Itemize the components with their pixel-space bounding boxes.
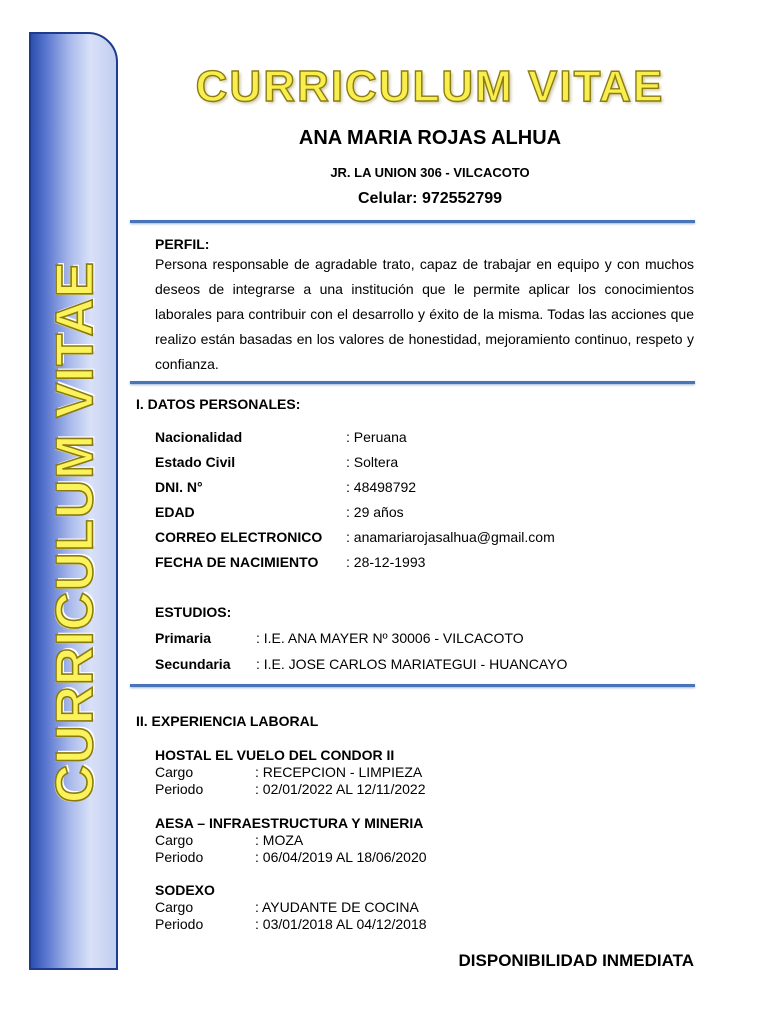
job-cargo-label: Cargo — [155, 764, 194, 780]
availability-note: DISPONIBILIDAD INMEDIATA — [458, 951, 694, 970]
perfil-title: PERFIL: — [155, 236, 210, 252]
candidate-name: ANA MARIA ROJAS ALHUA — [298, 127, 562, 149]
job-cargo-value: : AYUDANTE DE COCINA — [255, 899, 419, 915]
datos-label: DNI. N° — [155, 479, 203, 495]
estudios-label: Secundaria — [155, 656, 231, 672]
datos-label: CORREO ELECTRONICO — [155, 529, 323, 545]
datos-value: : 48498792 — [346, 479, 417, 495]
estudios-value: : I.E. JOSE CARLOS MARIATEGUI - HUANCAYO — [256, 656, 568, 672]
candidate-phone: Celular: 972552799 — [357, 190, 503, 207]
job-cargo-label: Cargo — [155, 899, 194, 915]
datos-value: : Peruana — [346, 429, 407, 445]
job-periodo-label: Periodo — [155, 849, 204, 865]
job-periodo-label: Periodo — [155, 781, 204, 797]
job-periodo-value: : 06/04/2019 AL 18/06/2020 — [255, 849, 427, 865]
job-company: HOSTAL EL VUELO DEL CONDOR II — [155, 747, 395, 763]
job-periodo-label: Periodo — [155, 916, 204, 932]
job-company: SODEXO — [155, 882, 215, 898]
datos-title: I. DATOS PERSONALES: — [136, 396, 301, 412]
datos-label: Nacionalidad — [155, 429, 243, 445]
datos-value: : 28-12-1993 — [346, 554, 426, 570]
datos-value: : anamariarojasalhua@gmail.com — [346, 529, 555, 545]
estudios-label: Primaria — [155, 630, 212, 646]
job-periodo-value: : 03/01/2018 AL 04/12/2018 — [255, 916, 427, 932]
sidebar-banner — [29, 32, 118, 970]
datos-label: Estado Civil — [155, 454, 236, 470]
sidebar-title: CURRICULUM VITAE — [45, 260, 105, 804]
estudios-value: : I.E. ANA MAYER Nº 30006 - VILCACOTO — [256, 630, 524, 646]
divider-1 — [130, 220, 695, 223]
job-cargo-label: Cargo — [155, 832, 194, 848]
datos-value: : 29 años — [346, 504, 404, 520]
datos-label: EDAD — [155, 504, 195, 520]
datos-value: : Soltera — [346, 454, 399, 470]
divider-3 — [130, 684, 695, 687]
job-company: AESA – INFRAESTRUCTURA Y MINERIA — [155, 815, 424, 831]
estudios-title: ESTUDIOS: — [155, 604, 232, 620]
perfil-text: Persona responsable de agradable trato, capaz de trabajar en equipo y con muchos deseos de integrarse a una institución que le permite aplicar los conocimientos laborales para contribuir con el desarrollo y éxito de la misma. Todas las acciones que realizo están basadas en los valores de honestidad, mejoramiento continuo, respeto y confianza. — [155, 256, 694, 372]
candidate-address: JR. LA UNION 306 - VILCACOTO — [330, 165, 530, 180]
job-cargo-value: : RECEPCION - LIMPIEZA — [255, 764, 423, 780]
divider-2 — [130, 381, 695, 384]
experiencia-title: II. EXPERIENCIA LABORAL — [136, 713, 319, 729]
datos-label: FECHA DE NACIMIENTO — [155, 554, 319, 570]
job-periodo-value: : 02/01/2022 AL 12/11/2022 — [255, 781, 426, 797]
page-title: CURRICULUM VITAE — [195, 62, 665, 111]
job-cargo-value: : MOZA — [255, 832, 304, 848]
